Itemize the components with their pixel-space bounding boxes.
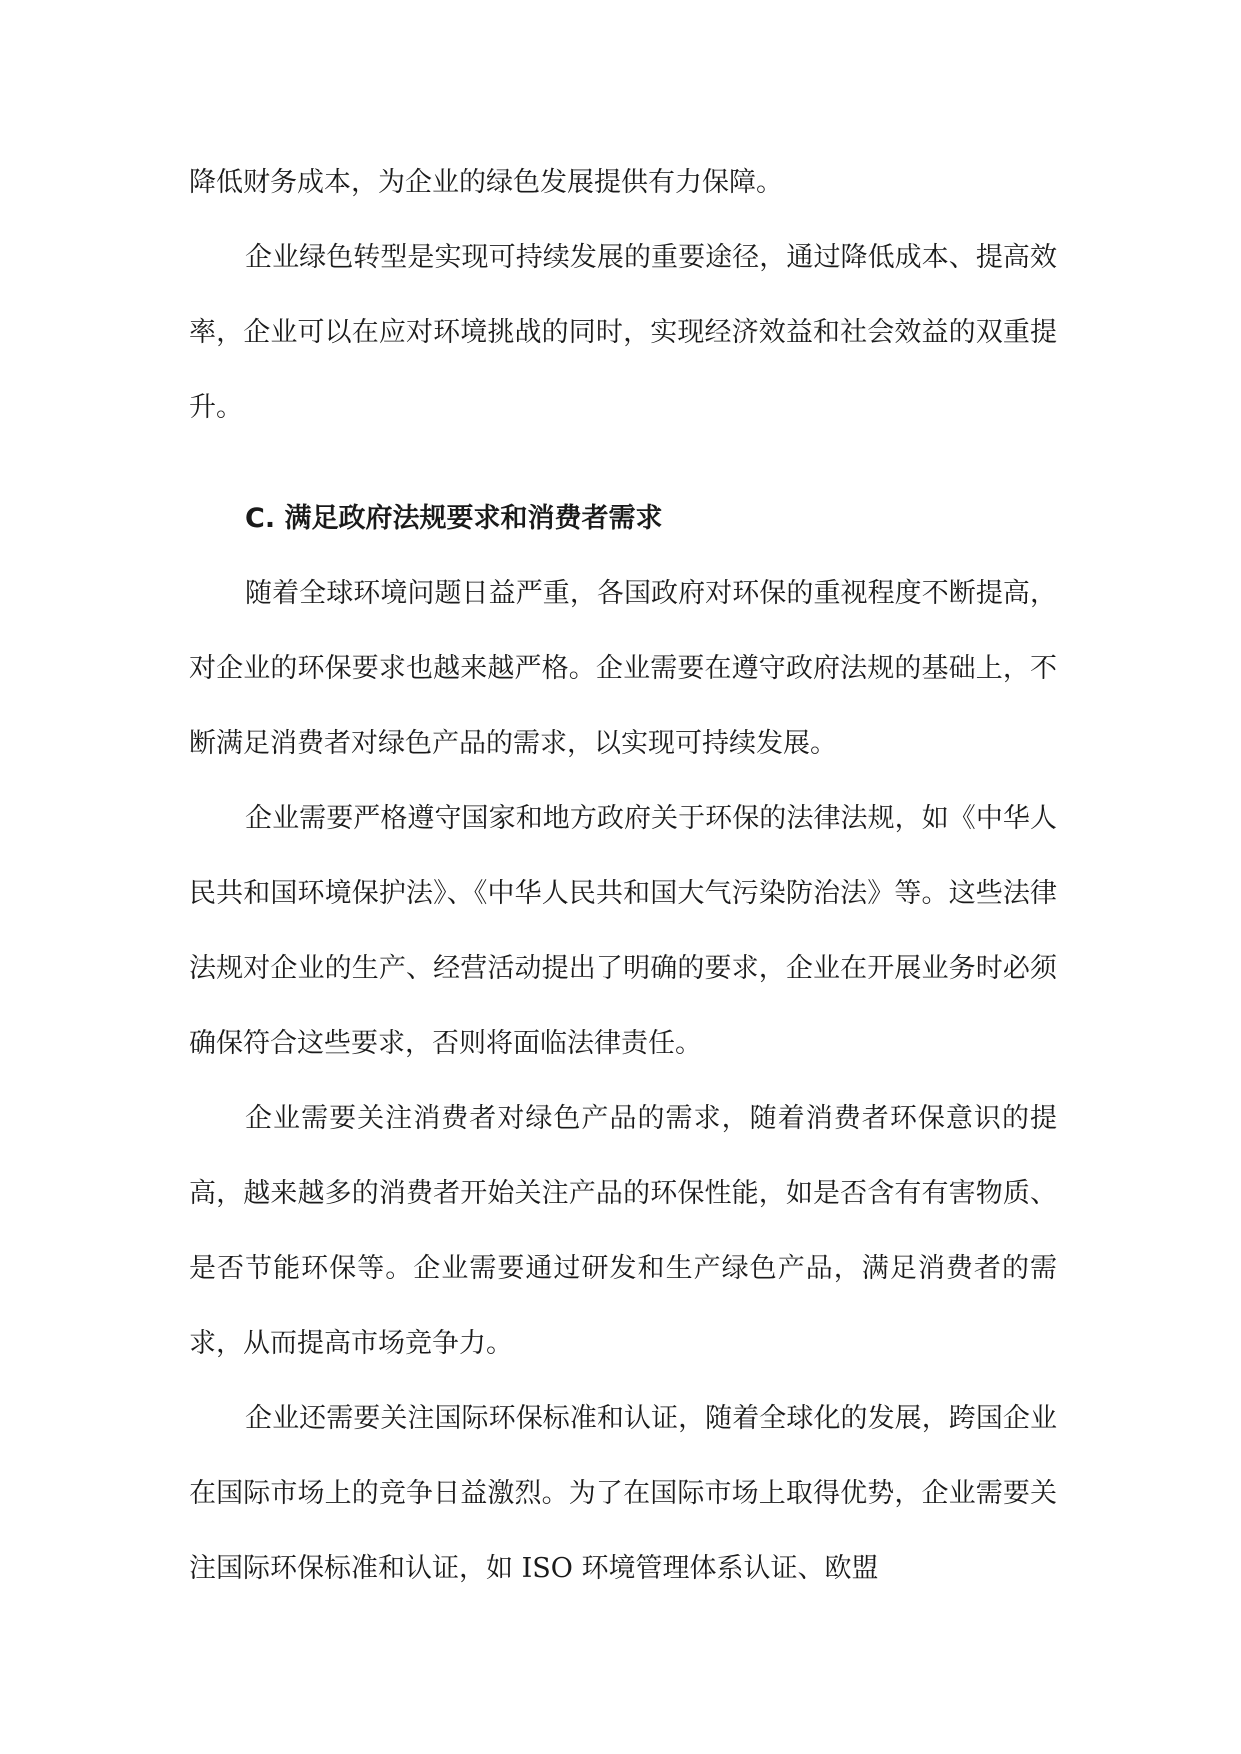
paragraph-6: 企业还需要关注国际环保标准和认证，随着全球化的发展，跨国企业在国际市场上的竞争日益激烈。为了在国际市场上取得优势，企业需要关注国际环保标准和认证，如 ISO 环境管理体系认证、欧盟 [189,1403,1057,1584]
paragraph-3: 随着全球环境问题日益严重，各国政府对环保的重视程度不断提高，对企业的环保要求也越来越严格。企业需要在遵守政府法规的基础上，不断满足消费者对绿色产品的需求，以实现可持续发展。 [189,578,1057,759]
paragraph-4: 企业需要严格遵守国家和地方政府关于环保的法律法规，如《中华人民共和国环境保护法》、《中华人民共和国大气污染防治法》等。这些法律法规对企业的生产、经营活动提出了明确的要求，企业在开展业务时必须确保符合这些要求，否则将面临法律责任。 [189,803,1057,1059]
paragraph-2: 企业绿色转型是实现可持续发展的重要途径，通过降低成本、提高效率，企业可以在应对环境挑战的同时，实现经济效益和社会效益的双重提升。 [189,242,1057,423]
paragraph-1: 降低财务成本，为企业的绿色发展提供有力保障。 [189,167,783,198]
document-body [189,145,1057,1606]
section-heading: C. 满足政府法规要求和消费者需求 [245,503,663,534]
paragraph-5: 企业需要关注消费者对绿色产品的需求，随着消费者环保意识的提高，越来越多的消费者开始关注产品的环保性能，如是否含有有害物质、是否节能环保等。企业需要通过研发和生产绿色产品，满足消费者的需求，从而提高市场竞争力。 [189,1103,1057,1359]
